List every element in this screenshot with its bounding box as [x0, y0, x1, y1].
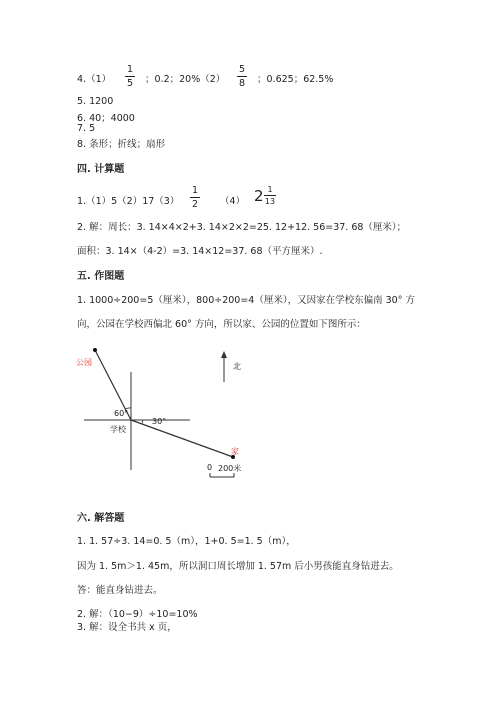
answer-5: 5. 1200	[77, 96, 114, 107]
fraction-numerator: 1	[126, 64, 134, 75]
solve-q1-line1: 1. 1. 57÷3. 14=0. 5（m），1+0. 5=1. 5（m），	[77, 536, 296, 547]
section-4-heading: 四. 计算题	[77, 164, 125, 175]
fraction-denominator: 2	[191, 199, 199, 210]
north-arrow-icon	[221, 351, 227, 358]
solve-q2: 2. 解：（10−9）÷10=10%	[77, 609, 198, 620]
fraction-denominator: 8	[238, 78, 246, 89]
scale-zero-label: 0	[207, 463, 213, 472]
angle-30-arc	[142, 420, 143, 424]
calc-q2-line1: 2. 解：周长：3. 14×4×2+3. 14×2×2=25. 12+12. 56=37. 68（厘米）；	[77, 222, 407, 233]
fraction-numerator: 1	[191, 185, 199, 196]
solve-q1-answer: 答：能直身钻进去。	[77, 585, 163, 596]
park-point	[93, 348, 97, 352]
answer-4-middle: ；0.2；20%（2）	[145, 74, 226, 85]
school-to-home-line	[131, 420, 233, 457]
section-6-heading: 六. 解答题	[77, 513, 125, 524]
home-label: 家	[231, 447, 239, 456]
fraction-denominator: 5	[126, 78, 134, 89]
north-label: 北	[233, 362, 241, 371]
school-label: 学校	[110, 425, 126, 434]
solve-q1-line2: 因为 1. 5m＞1. 45m，所以洞口周长增加 1. 57m 后小男孩能直身钻进去。	[77, 561, 399, 572]
drawing-q1-line1: 1. 1000÷200=5（厘米），800÷200=4（厘米），又因家在学校东偏南 30° 方	[77, 295, 415, 306]
answer-4-suffix: ；0.625；62.5%	[257, 74, 334, 85]
answer-6: 6. 40；4000	[77, 113, 135, 124]
drawing-q1-line2: 向，公园在学校西偏北 60° 方向，所以家、公园的位置如下图所示：	[77, 319, 366, 330]
answer-7: 7. 5	[77, 123, 96, 134]
calc-q1-prefix: 1.（1）5（2）17（3）	[77, 196, 180, 207]
mixed-number-whole: 2	[254, 187, 264, 205]
calc-q1-mid: （4）	[220, 196, 246, 207]
park-label: 公园	[76, 358, 92, 367]
fraction-denominator: 13	[264, 197, 276, 206]
solve-q3: 3. 解：设全书共 x 页，	[77, 622, 177, 633]
fraction-numerator: 5	[238, 64, 246, 75]
angle-30-label: 30°	[152, 417, 167, 426]
calc-q2-line2: 面积：3. 14×（4-2）=3. 14×12=37. 68（平方厘米）.	[77, 246, 323, 257]
fraction-numerator: 1	[267, 185, 273, 194]
scale-distance-label: 200米	[218, 464, 242, 473]
section-5-heading: 五. 作图题	[77, 271, 125, 282]
angle-60-label: 60°	[114, 409, 129, 418]
answer-8: 8. 条形；折线；扇形	[77, 139, 166, 150]
answer-4-prefix: 4.（1）	[77, 74, 112, 85]
